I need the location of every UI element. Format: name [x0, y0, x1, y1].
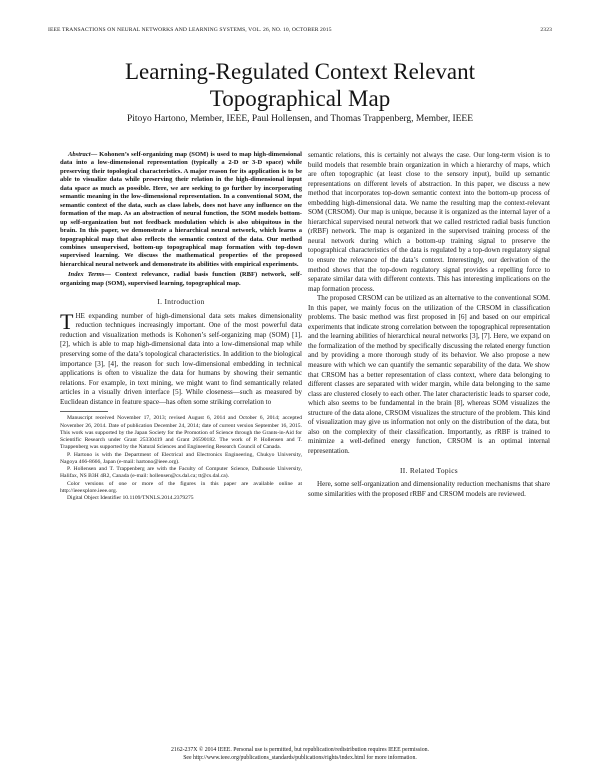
footnote-manuscript: Manuscript received November 17, 2013; revised August 6, 2014 and October 6, 2014; accepted November 26, 2014. Date of publication December 24, 2014; date of current version September 16, 2015. This work was supported by the Japan Society for the Promotion of Science through the Grants-in-Aid for Scientific Research under Grant 25330419 and Grant 26590182. The work of P. Hollensen and T. Trappenberg was supported by the Natural Sciences and Engineering Research Council of Canada. — [60, 415, 302, 451]
left-column — [60, 151, 302, 502]
body-paragraph-3: Here, some self-organization and dimensionality reduction mechanisms that share some similarities with the proposed rRBF and CRSOM models are reviewed. — [308, 480, 550, 498]
index-terms-lead: Index Terms — [68, 271, 105, 279]
body-paragraph-1: semantic relations, this is certainly not always the case. Our long-term vision is to build models that resemble brain organization in which a hierarchy of maps, which are often topographic (at least close to the sensory input), build up semantic representations on different levels of abstraction. In this paper, we discuss a new method that incorporates top-down semantic context into the bottom-up process of embedding high-dimensional data. We name the resulting map the context-relevant SOM (CRSOM). Our map is unique, because it is organized as the internal layer of a hierarchical supervised neural network that we called restricted radial basis function (rRBF) network. The map is organized in the supervised training process of the neural network during which a bottom-up training signal to preserve the topographical characteristics of the data is regulated by a top-down regulatory signal to ensure the relevance of the data’s context. Interestingly, our derivation of the method shows that the top-down regulatory signal provides a repelling force to separate similar data with different contexts. This has interesting implications on the map formation process. — [308, 151, 550, 293]
footnote-color-note: Color versions of one or more of the figures in this paper are available online at http://ieeexplore.ieee.org. — [60, 480, 302, 494]
page-number: 2323 — [540, 27, 552, 33]
body-paragraph-2: The proposed CRSOM can be utilized as an alternative to the conventional SOM. In this paper, we mainly focus on the utilization of the CRSOM in classification problems. The basic method was first proposed in [6] and based on our empirical experiments that indicate strong correlation between the topographical representation and the learning abilities of hierarchical neural networks [3], [7]. Here, we expand on the formalization of the method by specifically discussing the related energy function and by providing a more thorough study of its behavior. We also propose a new measure with which we can quantify the semantic separability of the data. We show that CRSOM has a better representation of class context, where data belonging to different classes are separated with wider margin, while data belonging to the same class are clustered closely to each other. The later characteristic leads to sparser code, which also seems to be fundamental in the brain [8], whereas SOM visualizes the structure of the data alone, CRSOM visualizes the structure of the problem. This kind of visualization may give us information not only on the distribution of the data, but also on the complexity of their classification. Importantly, as rRBF is trained to minimize a well-defined energy function, CRSOM is an optimal internal representation. — [308, 294, 550, 455]
right-column — [308, 151, 550, 499]
footnote-doi: Digital Object Identifier 10.1109/TNNLS.2014.2379275 — [67, 495, 194, 502]
index-terms — [60, 271, 302, 288]
permissions-line: See http://www.ieee.org/publications_standards/publications/rights/index.html for more information. — [183, 754, 417, 761]
paper-title — [40, 58, 560, 112]
section-heading-related-topics: II. Related Topics — [400, 465, 458, 475]
intro-text: HE expanding number of high-dimensional data sets makes dimensionality reduction techniques increasingly important. One of the most powerful data reduction and visualization methods is Kohonen’s self-organizing map (SOM) [1], [2], which is able to map high-dimensional data into a low-dimensional map while preserving some of the data’s topological characteristics. In addition to the biological importance [3], [4], the reason for such low-dimensional embedding in technical applications is often to visualize the data for humans by showing their semantic relations. For example, in text mining, we might want to find semantically related articles in a visually driven interface [5]. While closeness—such as measured by Euclidean distance in feature space—has often some striking correlation to — [60, 311, 302, 406]
title-line-1: Learning-Regulated Context Relevant — [125, 59, 475, 84]
footnotes — [60, 415, 302, 502]
copyright-footer — [40, 747, 560, 762]
abstract-lead: Abstract — [68, 151, 91, 158]
index-terms-text: — Context relevance, radial basis function (RBF) network, self-organizing map (SOM), supervised learning, topographical map. — [60, 271, 302, 287]
abstract-text: — Kohonen’s self-organizing map (SOM) is used to map high-dimensional data into a low-dimensional representation (typically a 2-D or 3-D space) while preserving their topological characteristics. A major reason for its application is to be able to visualize data while preserving their relation in the high-dimensional input data space as much as possible. Here, we are seeking to go further by incorporating semantic meaning in the low-dimensional representation. In a conventional SOM, the semantic context of the data, such as class labels, does not have any influence on the formation of the map. As an abstraction of neural function, the SOM models bottom-up self-organization but not feedback modulation which is also ubiquitous in the brain. In this paper, we demonstrate a hierarchical neural network, which learns a topographical map that also reflects the semantic context of the data. Our method combines unsupervised, bottom-up topographical map formation with top-down supervised learning. We discuss the mathematical properties of the proposed hierarchical neural network and demonstrate its abilities with empirical experiments. — [60, 151, 302, 268]
author-list: Pitoyo Hartono, Member, IEEE, Paul Hollensen, and Thomas Trappenberg, Member, IEEE — [126, 114, 474, 124]
section-heading-introduction: I. Introduction — [157, 297, 205, 307]
running-header — [48, 27, 552, 37]
title-line-2: Topographical Map — [209, 86, 391, 111]
copyright-line: 2162-237X © 2014 IEEE. Personal use is permitted, but republication/redistribution requires IEEE permission. — [171, 747, 429, 753]
abstract — [60, 151, 302, 269]
journal-info: IEEE TRANSACTIONS ON NEURAL NETWORKS AND LEARNING SYSTEMS, VOL. 26, NO. 10, OCTOBER 2015 — [48, 27, 332, 33]
intro-paragraph — [60, 308, 302, 407]
footnote-affiliation-1: P. Hartono is with the Department of Electrical and Electronics Engineering, Chukyo University, Nagoya 466-8666, Japan (e-mail: hartono@ieee.org). — [60, 451, 302, 465]
footnote-rule — [60, 411, 108, 412]
drop-cap: T — [60, 308, 74, 334]
footnote-affiliation-2: P. Hollensen and T. Trappenberg are with the Faculty of Computer Science, Dalhousie University, Halifax, NS B3H 4R2, Canada (e-mail: hollensen@cs.dal.ca; tt@cs.dal.ca). — [60, 466, 302, 480]
